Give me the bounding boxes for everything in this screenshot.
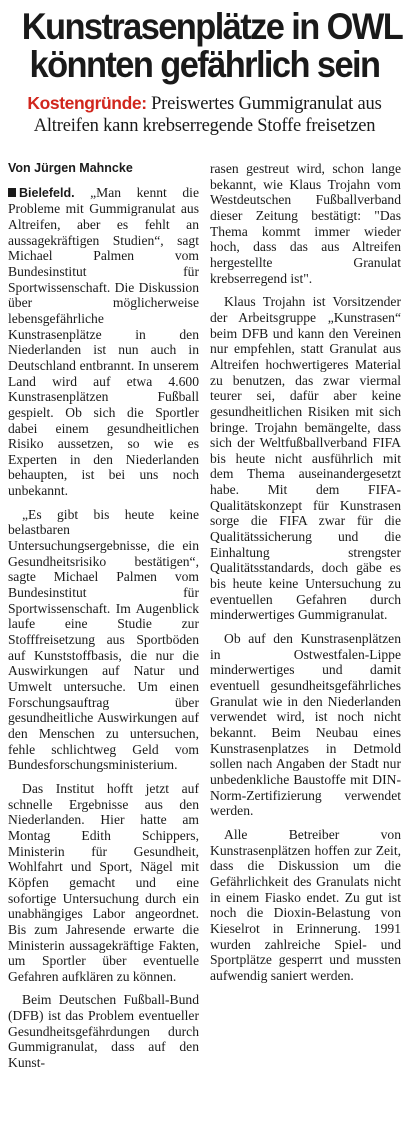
headline-line-2: könnten gefährlich sein: [29, 44, 380, 85]
byline: Von Jürgen Mahncke: [8, 161, 133, 175]
column-left: [8, 161, 199, 1079]
subheadline: [8, 92, 401, 137]
paragraph: Beim Deutschen Fußball-Bund (DFB) ist das Problem eventueller Gesundheitsgefährdungen durch Gummigranulat, dass auf den Kunst-: [8, 992, 199, 1071]
subhead-part-2: Altreifen kann krebserregende Stoffe freisetzen: [33, 116, 376, 136]
subhead-part-1: Preiswertes Gummigranulat aus: [146, 94, 382, 114]
paragraph: [8, 185, 199, 499]
headline: [21, 6, 403, 85]
paragraph-text: „Man kennt die Probleme mit Gummigranulat aus Altreifen, aber es fehlt an aussagekräftigen Studien“, sagt Michael Palmen vom Bundesinstitut für Sportwissenschaft. Die Diskussion über möglicherweise lebensgefährliche Kunstrasenplätze in den Niederlanden ist nun auch in Deutschland entbrannt. In unserem Land wird auf etwa 4.600 Kunstrasenplätzen Fußball gespielt. Ob sich die Sportler dabei einem gesundheitlichen Risiko aussetzen, so wie es Experten in den Niederlanden behaupten, ist bei uns noch unbekannt.: [8, 184, 199, 499]
paragraph: rasen gestreut wird, schon lange bekannt, wie Klaus Trojahn vom Westdeutschen Fußballverband dieser Zeitung bestätigt: "Das Thema kommt immer wieder hoch, dass das aus Altreifen hergestellte Granulat krebserregend ist".: [210, 161, 401, 286]
paragraph: „Es gibt bis heute keine belastbaren Untersuchungsergebnisse, die ein Gesundheitsrisiko bestätigen“, sagte Michael Palmen vom Bundesinstitut für Sportwissenschaft. Im Augenblick laufe eine Studie zur Stofffreisetzung aus Sportböden auf Kunststoffbasis, die nur die Auswirkungen auf Natur und Umwelt untersuche. Um einen Forschungsauftrag über gesundheitliche Auswirkungen auf den Menschen zu untersuchen, fehle schlichtweg Geld vom Bundesforschungsministerium.: [8, 506, 199, 773]
paragraph: Das Institut hofft jetzt auf schnelle Ergebnisse aus den Niederlanden. Hier hatte am Montag Edith Schippers, Ministerin für Gesundheit, Wohlfahrt und Sport, Nägel mit Köpfen gemacht und eine sofortige Untersuchung durch ein unabhängiges Labor angeordnet. Bis zum Jahresende erwarte die Ministerin aussagekräftige Fakten, um Sportler über eventuelle Gefahren aufklären zu können.: [8, 780, 199, 984]
kicker: Kostengründe:: [27, 93, 147, 113]
dateline: Bielefeld.: [19, 185, 75, 200]
column-right: [210, 161, 401, 1079]
headline-line-1: Kunstrasenplätze in OWL: [21, 6, 403, 47]
paragraph: Alle Betreiber von Kunstrasenplätzen hoffen zur Zeit, dass die Diskussion um die Gefährlichkeit des Granulats nicht in einem Fiasko endet. Zu gut ist noch die Dioxin-Belastung von Kieselrot in Erinnerung. 1991 wurden zahlreiche Spiel- und Sportplätze gesperrt und mussten aufwendig saniert werden.: [210, 826, 401, 983]
square-bullet-icon: [8, 188, 16, 197]
article-body: [8, 161, 401, 1079]
paragraph: Klaus Trojahn ist Vorsitzender der Arbeitsgruppe „Kunstrasen“ beim DFB und kann den Vereinen nur empfehlen, statt Granulat aus Altreifen hochwertigeres Material zu benutzen, das zwar viermal teurer sei, dafür aber keine gesundheitlichen Risiken mit sich bringe. Trojahn bemängelte, dass sich der Weltfußballverband FIFA bis heute nicht ausführlich mit dem Thema auseinandergesetzt habe. Mit dem FIFA-Qualitätskonzept für Kunstrasen sorge die FIFA zwar für die Qualitätssicherung und die Einhaltung strengster Qualitätsstandards, doch gäbe es bis heute keine Untersuchung zu eventuellen Gefahren durch minderwertiges Gummigranulat.: [210, 294, 401, 623]
paragraph: Ob auf den Kunstrasenplätzen in Ostwestfalen-Lippe minderwertiges und damit eventuell gesundheitsgefährliches Granulat wie in den Niederlanden verwendet wird, ist noch nicht bekannt. Beim Neubau eines Kunstrasenplatzes in Detmold sollen nach Angaben der Stadt nur unbedenkliche Baustoffe mit DIN-Norm-Zertifizierung verwendet werden.: [210, 631, 401, 819]
